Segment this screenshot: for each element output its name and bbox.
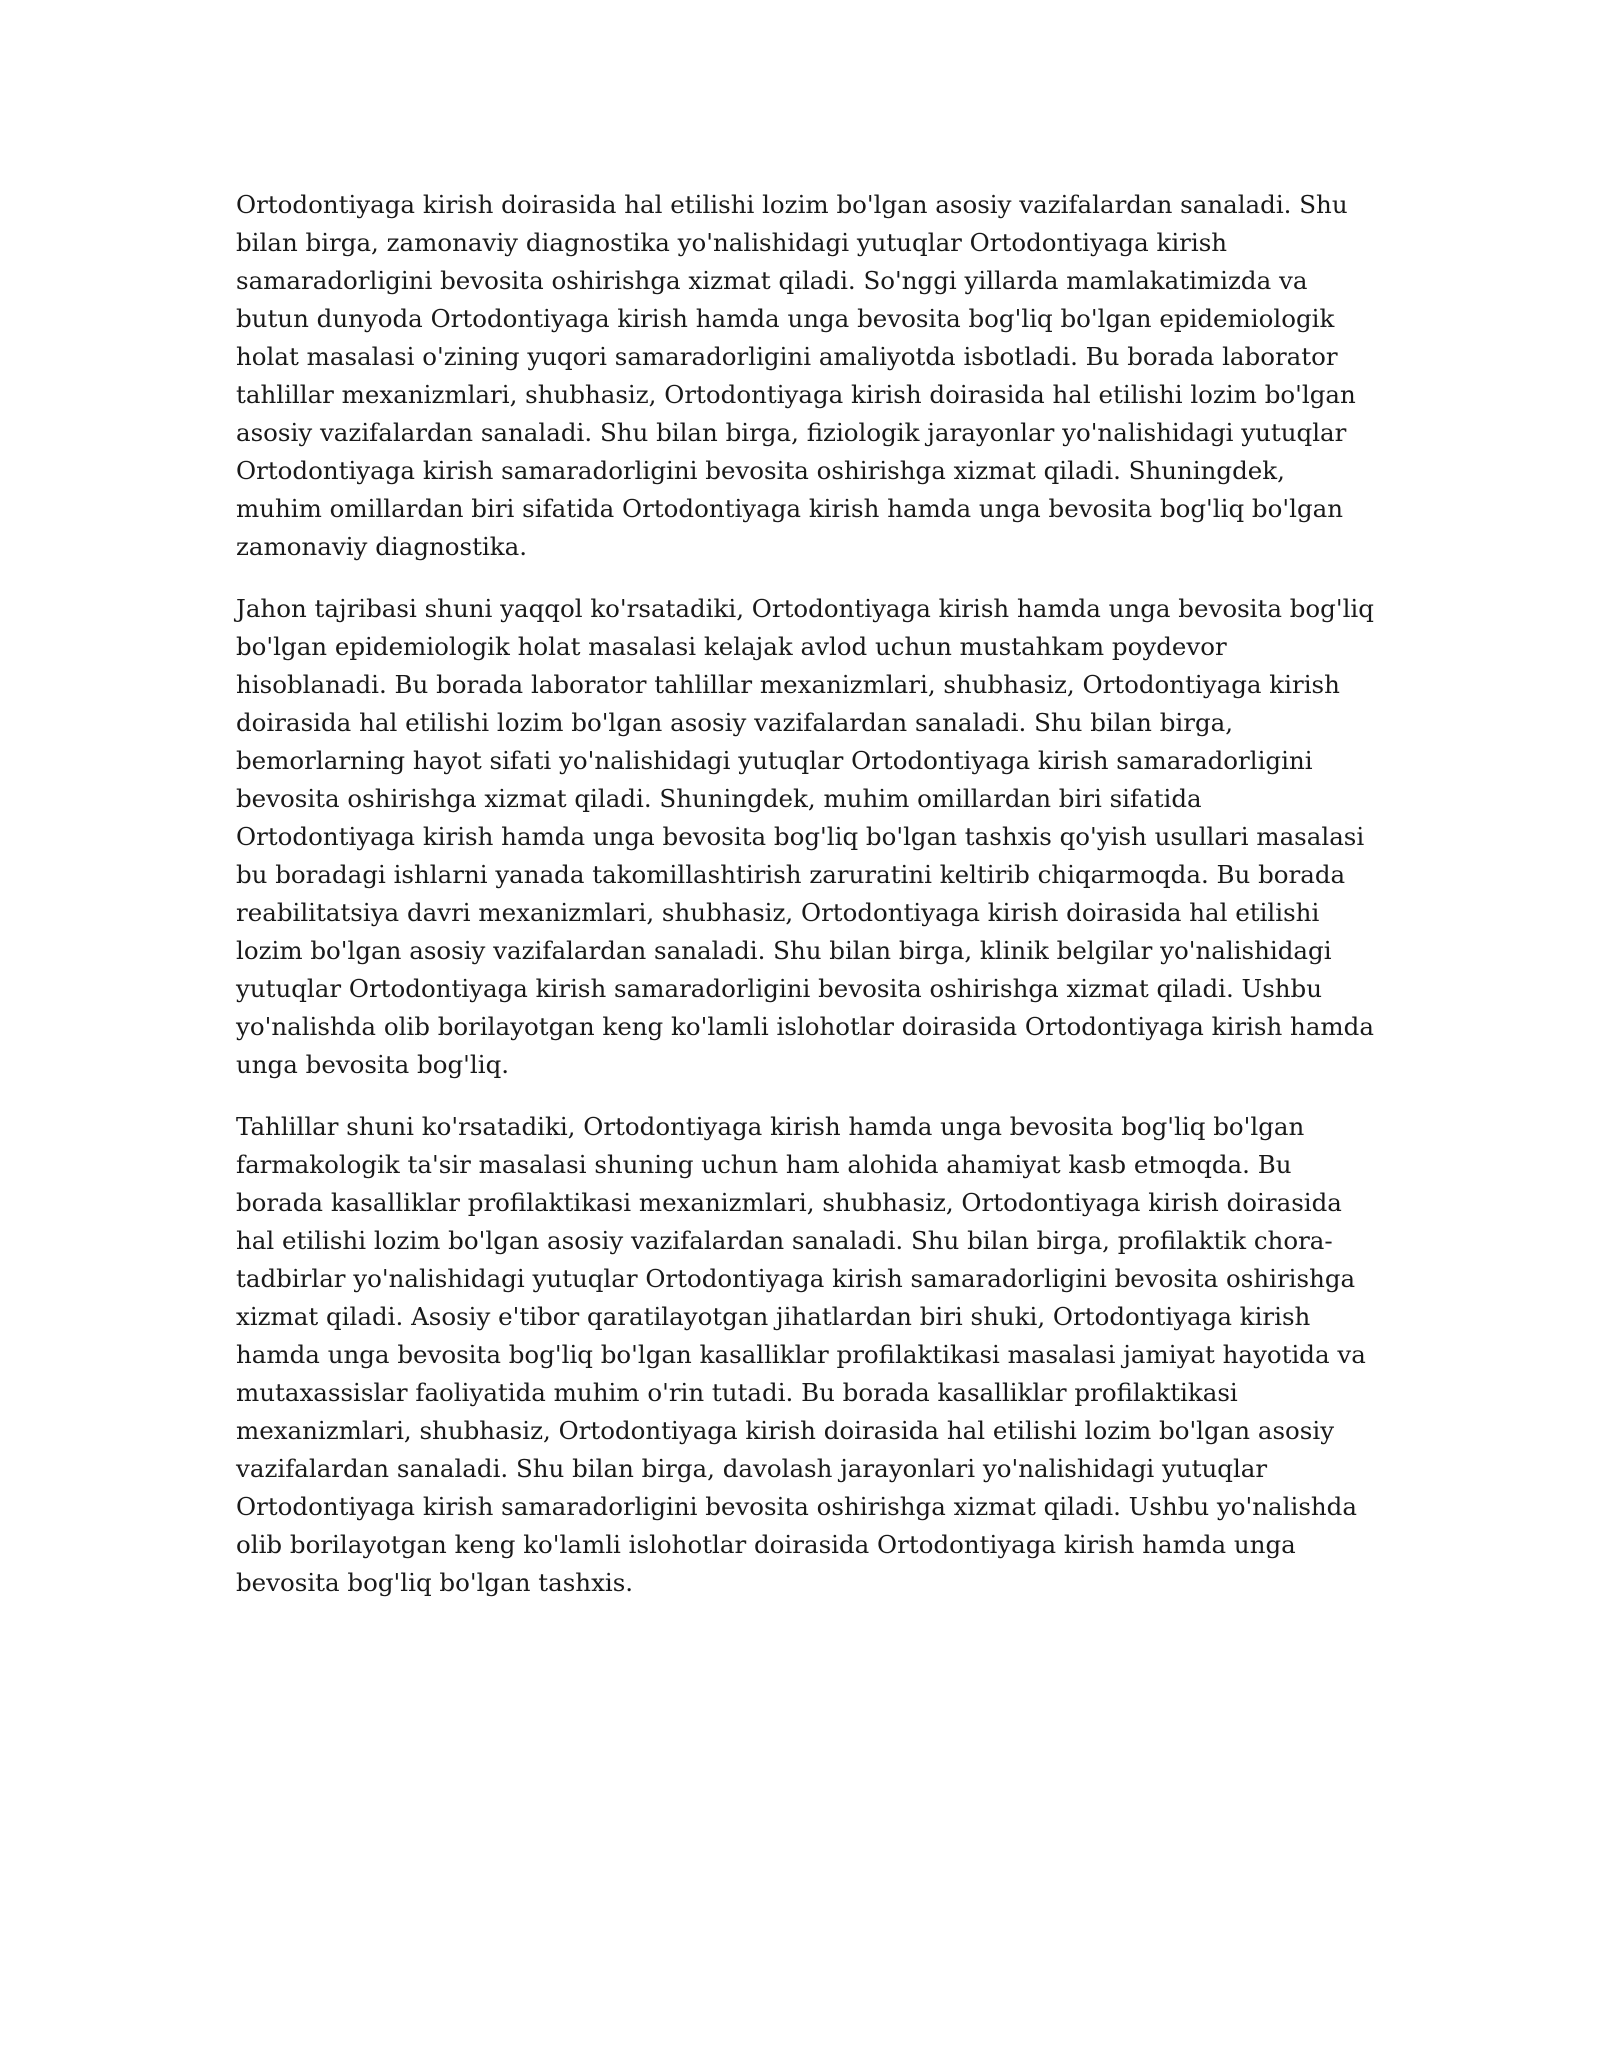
document-body xyxy=(236,186,1376,1626)
paragraph-1: Ortodontiyaga kirish doirasida hal etilishi lozim bo'lgan asosiy vazifalardan sanaladi. Shu bilan birga, zamonaviy diagnostika yo'nalishidagi yutuqlar Ortodontiyaga kirish samaradorligini bevosita oshirishga xizmat qiladi. So'nggi yillarda mamlakatimizda va butun dunyoda Ortodontiyaga kirish hamda unga bevosita bog'liq bo'lgan epidemiologik holat masalasi o'zining yuqori samaradorligini amaliyotda isbotladi. Bu borada laborator tahlillar mexanizmlari, shubhasiz, Ortodontiyaga kirish doirasida hal etilishi lozim bo'lgan asosiy vazifalardan sanaladi. Shu bilan birga, fiziologik jarayonlar yo'nalishidagi yutuqlar Ortodontiyaga kirish samaradorligini bevosita oshirishga xizmat qiladi. Shuningdek, muhim omillardan biri sifatida Ortodontiyaga kirish hamda unga bevosita bog'liq bo'lgan zamonaviy diagnostika. xyxy=(236,190,1356,561)
paragraph-2: Jahon tajribasi shuni yaqqol ko'rsatadiki, Ortodontiyaga kirish hamda unga bevosita bog'liq bo'lgan epidemiologik holat masalasi kelajak avlod uchun mustahkam poydevor hisoblanadi. Bu borada laborator tahlillar mexanizmlari, shubhasiz, Ortodontiyaga kirish doirasida hal etilishi lozim bo'lgan asosiy vazifalardan sanaladi. Shu bilan birga, bemorlarning hayot sifati yo'nalishidagi yutuqlar Ortodontiyaga kirish samaradorligini bevosita oshirishga xizmat qiladi. Shuningdek, muhim omillardan biri sifatida Ortodontiyaga kirish hamda unga bevosita bog'liq bo'lgan tashxis qo'yish usullari masalasi bu boradagi ishlarni yanada takomillashtirish zaruratini keltirib chiqarmoqda. Bu borada reabilitatsiya davri mexanizmlari, shubhasiz, Ortodontiyaga kirish doirasida hal etilishi lozim bo'lgan asosiy vazifalardan sanaladi. Shu bilan birga, klinik belgilar yo'nalishidagi yutuqlar Ortodontiyaga kirish samaradorligini bevosita oshirishga xizmat qiladi. Ushbu yo'nalishda olib borilayotgan keng ko'lamli islohotlar doirasida Ortodontiyaga kirish hamda unga bevosita bog'liq. xyxy=(236,594,1374,1079)
paragraph-3: Tahlillar shuni ko'rsatadiki, Ortodontiyaga kirish hamda unga bevosita bog'liq bo'lgan farmakologik ta'sir masalasi shuning uchun ham alohida ahamiyat kasb etmoqda. Bu borada kasalliklar profilaktikasi mexanizmlari, shubhasiz, Ortodontiyaga kirish doirasida hal etilishi lozim bo'lgan asosiy vazifalardan sanaladi. Shu bilan birga, profilaktik chora-tadbirlar yo'nalishidagi yutuqlar Ortodontiyaga kirish samaradorligini bevosita oshirishga xizmat qiladi. Asosiy e'tibor qaratilayotgan jihatlardan biri shuki, Ortodontiyaga kirish hamda unga bevosita bog'liq bo'lgan kasalliklar profilaktikasi masalasi jamiyat hayotida va mutaxassislar faoliyatida muhim o'rin tutadi. Bu borada kasalliklar profilaktikasi mexanizmlari, shubhasiz, Ortodontiyaga kirish doirasida hal etilishi lozim bo'lgan asosiy vazifalardan sanaladi. Shu bilan birga, davolash jarayonlari yo'nalishidagi yutuqlar Ortodontiyaga kirish samaradorligini bevosita oshirishga xizmat qiladi. Ushbu yo'nalishda olib borilayotgan keng ko'lamli islohotlar doirasida Ortodontiyaga kirish hamda unga bevosita bog'liq bo'lgan tashxis. xyxy=(236,1112,1366,1597)
